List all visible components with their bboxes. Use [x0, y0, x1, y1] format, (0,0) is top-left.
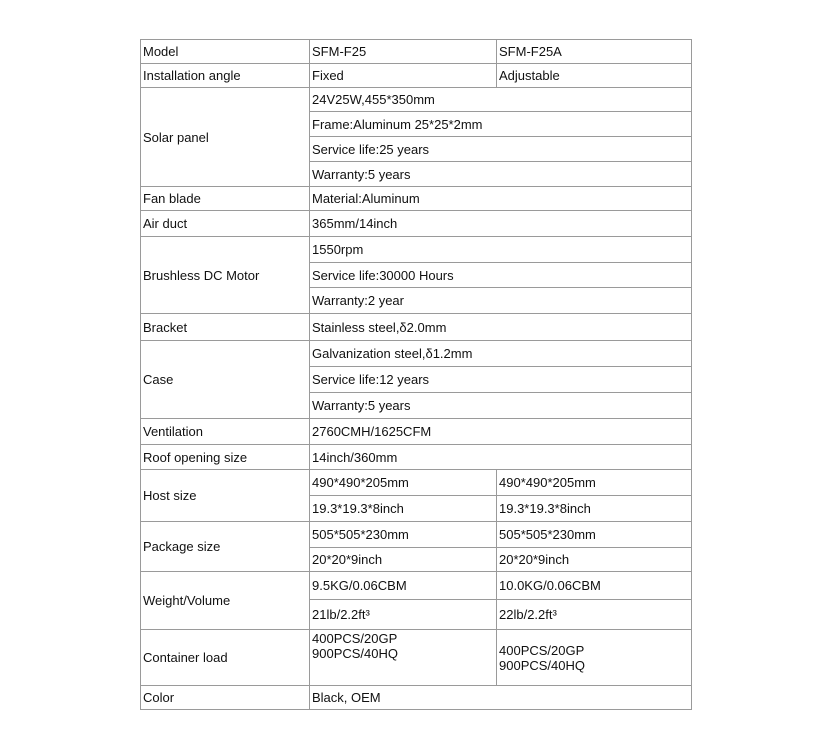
- table-row: [141, 341, 692, 367]
- air-duct-value: 365mm/14inch: [310, 211, 692, 237]
- solar-panel-line: 24V25W,455*350mm: [310, 88, 692, 112]
- solar-panel-line: Service life:25 years: [310, 137, 692, 162]
- weight-volume-b: 10.0KG/0.06CBM: [497, 572, 692, 600]
- installation-angle-b: Adjustable: [497, 64, 692, 88]
- table-row: [141, 470, 692, 496]
- table-row: [141, 445, 692, 470]
- table-row: [141, 237, 692, 263]
- model-b: SFM-F25A: [497, 40, 692, 64]
- fan-blade-value: Material:Aluminum: [310, 187, 692, 211]
- container-load-line: 400PCS/20GP: [312, 631, 398, 646]
- table-row: [141, 686, 692, 710]
- package-size-b: 505*505*230mm: [497, 522, 692, 548]
- table-row: [141, 40, 692, 64]
- container-load-line: 900PCS/40HQ: [312, 646, 398, 661]
- package-size-b: 20*20*9inch: [497, 548, 692, 572]
- container-load-b: [497, 630, 692, 686]
- color-value: Black, OEM: [310, 686, 692, 710]
- motor-line: Service life:30000 Hours: [310, 263, 692, 288]
- package-size-a: 505*505*230mm: [310, 522, 497, 548]
- table-row: [141, 64, 692, 88]
- row-label: Roof opening size: [141, 445, 310, 470]
- row-label: Ventilation: [141, 419, 310, 445]
- host-size-b: 490*490*205mm: [497, 470, 692, 496]
- container-load-line: 400PCS/20GP: [499, 642, 585, 658]
- case-line: Warranty:5 years: [310, 393, 692, 419]
- row-label: Case: [141, 341, 310, 419]
- weight-volume-a: 9.5KG/0.06CBM: [310, 572, 497, 600]
- table-row: [141, 88, 692, 112]
- host-size-a: 19.3*19.3*8inch: [310, 496, 497, 522]
- solar-panel-line: Frame:Aluminum 25*25*2mm: [310, 112, 692, 137]
- container-load-a: [310, 630, 497, 686]
- host-size-b: 19.3*19.3*8inch: [497, 496, 692, 522]
- host-size-a: 490*490*205mm: [310, 470, 497, 496]
- roof-opening-value: 14inch/360mm: [310, 445, 692, 470]
- table-row: [141, 630, 692, 686]
- package-size-a: 20*20*9inch: [310, 548, 497, 572]
- row-label: Host size: [141, 470, 310, 522]
- table-row: [141, 419, 692, 445]
- row-label: Color: [141, 686, 310, 710]
- model-a: SFM-F25: [310, 40, 497, 64]
- ventilation-value: 2760CMH/1625CFM: [310, 419, 692, 445]
- motor-line: 1550rpm: [310, 237, 692, 263]
- row-label: Solar panel: [141, 88, 310, 187]
- motor-line: Warranty:2 year: [310, 288, 692, 314]
- weight-volume-a: 21lb/2.2ft³: [310, 600, 497, 630]
- row-label: Air duct: [141, 211, 310, 237]
- case-line: Galvanization steel,δ1.2mm: [310, 341, 692, 367]
- installation-angle-a: Fixed: [310, 64, 497, 88]
- table-row: [141, 211, 692, 237]
- spec-table: [140, 39, 692, 710]
- row-label: Package size: [141, 522, 310, 572]
- weight-volume-b: 22lb/2.2ft³: [497, 600, 692, 630]
- table-row: [141, 522, 692, 548]
- solar-panel-line: Warranty:5 years: [310, 162, 692, 187]
- row-label: Bracket: [141, 314, 310, 341]
- bracket-value: Stainless steel,δ2.0mm: [310, 314, 692, 341]
- row-label: Container load: [141, 630, 310, 686]
- table-row: [141, 187, 692, 211]
- container-load-line: 900PCS/40HQ: [499, 657, 585, 673]
- row-label: Fan blade: [141, 187, 310, 211]
- row-label: Model: [141, 40, 310, 64]
- row-label: Installation angle: [141, 64, 310, 88]
- table-row: [141, 572, 692, 600]
- table-row: [141, 314, 692, 341]
- row-label: Brushless DC Motor: [141, 237, 310, 314]
- row-label: Weight/Volume: [141, 572, 310, 630]
- case-line: Service life:12 years: [310, 367, 692, 393]
